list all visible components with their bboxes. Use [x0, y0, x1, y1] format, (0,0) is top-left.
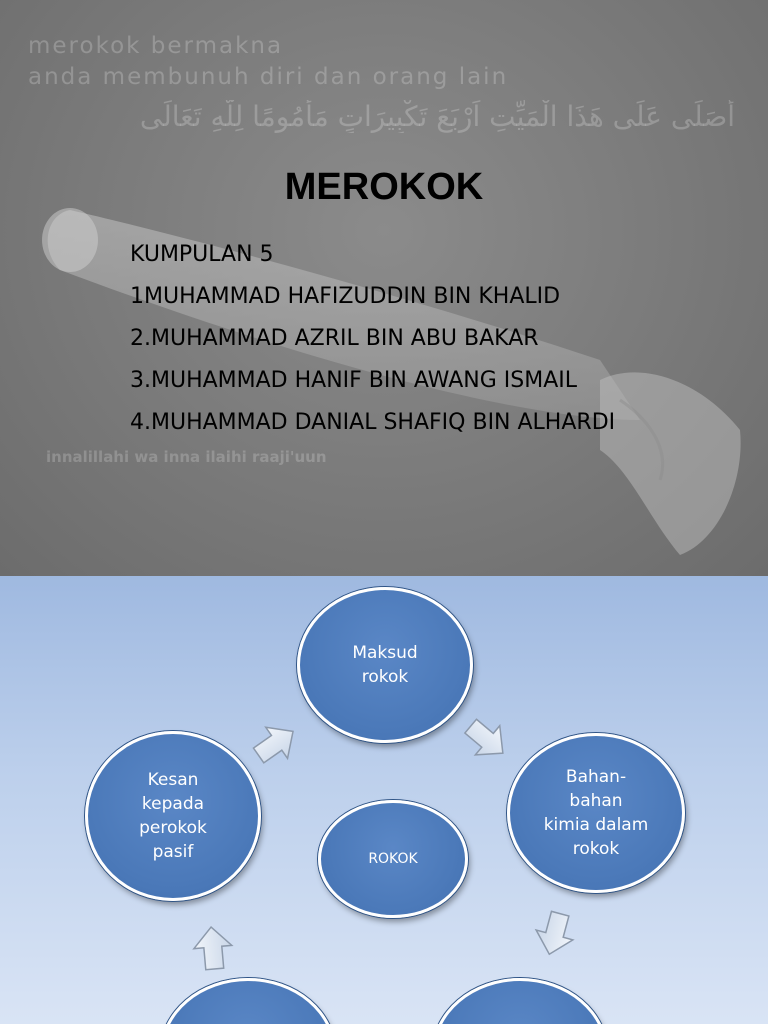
node-kesan-perokok-pasif [85, 731, 261, 901]
arrow-right-to-bottom-right [531, 909, 579, 959]
node-maksud-rokok [297, 587, 473, 743]
arrow-top-to-right [458, 712, 515, 768]
group-member-list [130, 242, 690, 452]
arrow-left-to-top [248, 716, 304, 771]
node-label: Maksud rokok [352, 643, 418, 687]
arrow-bottom-left-to-left [192, 925, 234, 970]
node-bahan-kimia [507, 733, 685, 893]
background-caption-line2: anda membunuh diri dan orang lain [28, 64, 509, 90]
node-label: ROKOK [368, 851, 418, 867]
background-arabic-text: أُصَلِّى عَلَى هَذَا الْمَيِّتِ اَرْبَعَ تَكْبِيرَاتٍ مَأْمُومًا لِلّهِ تَعَالَى [139, 100, 735, 133]
node-label: Kesan kepada perokok pasif [139, 770, 207, 862]
slide-title: MEROKOK [284, 166, 484, 208]
member-item: 1MUHAMMAD HAFIZUDDIN BIN KHALID [130, 284, 561, 309]
background-small-caption: innalillahi wa inna ilaihi raaji'uun [46, 448, 327, 466]
cycle-diagram-slide [0, 576, 768, 1024]
group-label: KUMPULAN 5 [130, 242, 274, 267]
member-item: 3.MUHAMMAD HANIF BIN AWANG ISMAIL [130, 368, 578, 393]
node-center-rokok [318, 800, 468, 918]
member-item: 4.MUHAMMAD DANIAL SHAFIQ BIN ALHARDI [130, 410, 616, 435]
member-item: 2.MUHAMMAD AZRIL BIN ABU BAKAR [130, 326, 539, 351]
node-label: Bahan- bahan kimia dalam rokok [543, 767, 649, 859]
background-caption-line1: merokok bermakna [28, 33, 284, 59]
